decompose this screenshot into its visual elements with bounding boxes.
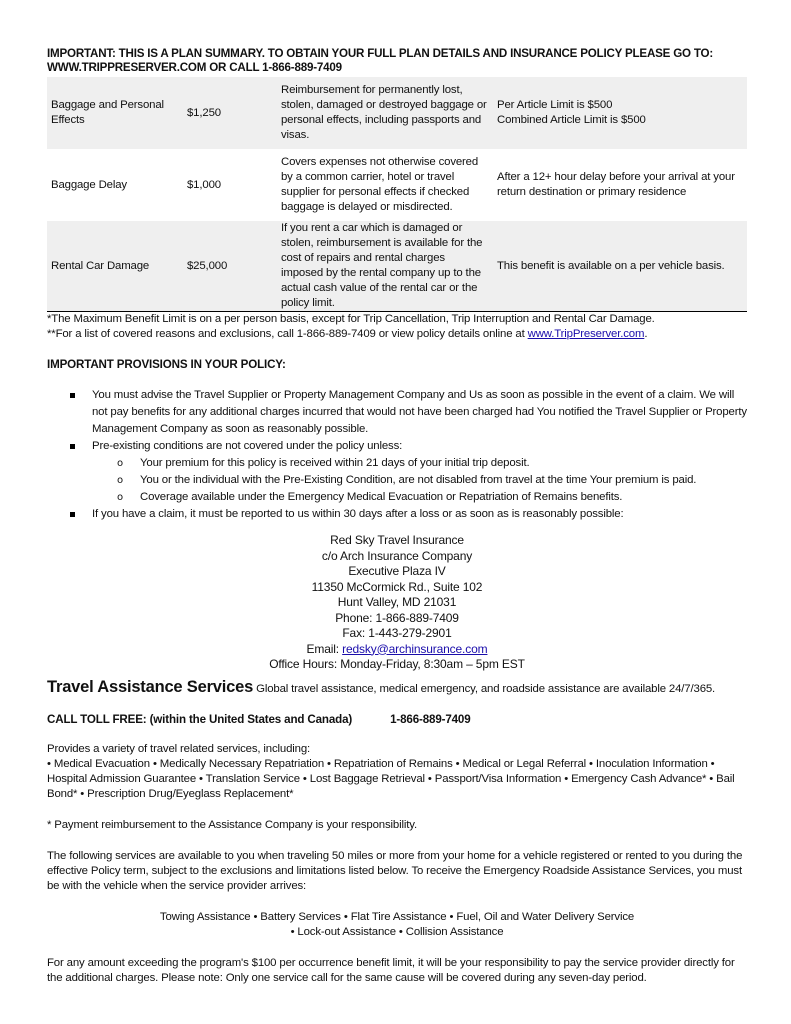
table-row [47,149,747,221]
benefit-name: Rental Car Damage [47,221,183,311]
benefit-name: Baggage and Personal Effects [47,77,183,149]
travel-assistance-heading [47,677,747,699]
provision-sublist [92,455,747,506]
list-item [47,455,747,472]
benefit-limits [493,77,747,149]
list-item [47,506,747,523]
claims-address [47,533,747,673]
covered-note-suffix: . [644,328,648,340]
circle-bullet-icon: o [117,475,123,486]
toll-free-number: 1-866-889-7409 [390,712,471,726]
toll-free-line [47,713,747,726]
services-list: • Medical Evacuation • Medically Necessary Repatriation • Repatriation of Remains • Medical or Legal Referral • Inoculation Information • Hospital Admission Guarantee • Translation Service • Lost Baggage Retrieval • Passport/Visa Information • Emergency Cash Advance* • Bail Bond* • Prescription Drug/Eyeglass Replacement* [47,757,735,800]
list-item [47,438,747,506]
address-company: Red Sky Travel Insurance [330,533,464,547]
header-line-2: WWW.TRIPPRESERVER.COM OR CALL 1-866-889-7409 [47,61,342,74]
document-page [47,47,747,986]
benefit-limits [493,149,747,221]
square-bullet-icon [70,444,75,449]
address-city: Hunt Valley, MD 21031 [337,595,457,609]
square-bullet-icon [70,393,75,398]
address-street: 11350 McCormick Rd., Suite 102 [311,579,483,594]
sub-provision-text: Your premium for this policy is received within 21 days of your initial trip deposit. [140,457,530,469]
roadside-intro: The following services are available to you when traveling 50 miles or more from your home for a vehicle registered or rented to you during the effective Policy term, subject to the exclusions and limitations listed below. To receive the Emergency Roadside Assistance Services, you must be with the vehicle when the service provider arrives: [47,849,743,892]
benefit-description: Reimbursement for permanently lost, stolen, damaged or destroyed baggage or personal effects, including passports and visas. [277,77,493,149]
roadside-services-line-1: Towing Assistance • Battery Services • Flat Tire Assistance • Fuel, Oil and Water Delivery Service [159,910,635,923]
benefit-limit-note: For any amount exceeding the program's $100 per occurrence benefit limit, it will be your responsibility to pay the service provider directly for the additional charges. Please note: Only one service call for the same cause will be covered during any seven-day period. [47,956,735,984]
benefit-limit-line: This benefit is available on a per vehicle basis. [497,259,725,272]
header-line-1: IMPORTANT: THIS IS A PLAN SUMMARY. TO OBTAIN YOUR FULL PLAN DETAILS AND INSURANCE POLICY PLEASE GO TO: [47,47,714,60]
max-benefit-note: *The Maximum Benefit Limit is on a per person basis, except for Trip Cancellation, Trip Interruption and Rental Car Damage. [47,313,655,325]
benefit-limit-line: Combined Article Limit is $500 [497,114,646,126]
list-item [47,472,747,489]
benefit-limits [493,221,747,311]
benefit-name: Baggage Delay [51,178,127,191]
provision-text: If you have a claim, it must be reported to us within 30 days after a loss or as soon as is reasonably possible: [92,508,624,520]
benefits-table [47,77,747,311]
services-paragraph [47,742,747,802]
list-item [47,387,747,438]
payment-note: * Payment reimbursement to the Assistance Company is your responsibility. [47,818,417,831]
benefit-limit-line: Per Article Limit is $500 [497,99,613,111]
address-hours: Office Hours: Monday-Friday, 8:30am – 5pm EST [269,657,525,671]
email-label: Email: [306,641,343,656]
list-item [47,489,747,506]
toll-free-label: CALL TOLL FREE: (within the United States and Canada) [47,712,353,726]
travel-assistance-title: Travel Assistance Services [47,677,254,696]
square-bullet-icon [70,512,75,517]
address-plaza: Executive Plaza IV [348,564,446,578]
plan-summary-header [47,47,747,75]
benefit-description: Covers expenses not otherwise covered by a common carrier, hotel or travel supplier for personal effects if checked baggage is delayed or misdirected. [281,156,479,213]
services-intro: Provides a variety of travel related services, including: [47,742,311,755]
address-co: c/o Arch Insurance Company [321,548,473,563]
trippreserver-link[interactable]: www.TripPreserver.com [527,328,645,340]
provisions-list [47,387,747,523]
sub-provision-text: Coverage available under the Emergency Medical Evacuation or Repatriation of Remains benefits. [140,491,623,503]
benefit-amount: $25,000 [183,221,277,311]
travel-assistance-subtitle: Global travel assistance, medical emergency, and roadside assistance are available 24/7/365. [253,682,716,695]
covered-reasons-note [47,327,747,342]
sub-provision-text: You or the individual with the Pre-Existing Condition, are not disabled from travel at the time Your premium is paid. [140,474,697,486]
benefit-limit-line: After a 12+ hour delay before your arrival at your return destination or primary residence [497,171,735,198]
roadside-services-line-2: • Lock-out Assistance • Collision Assistance [290,925,504,938]
provision-text: You must advise the Travel Supplier or Property Management Company and Us as soon as possible in the event of a claim. We will not pay benefits for any additional charges incurred that would not have been charged had You notified the Travel Supplier or Property Management Company as soon as reasonably possible. [92,389,747,435]
address-fax: Fax: 1-443-279-2901 [342,626,452,640]
roadside-services [47,910,747,940]
circle-bullet-icon: o [117,458,123,469]
benefit-amount: $1,000 [187,178,221,191]
benefit-description: If you rent a car which is damaged or stolen, reimbursement is available for the cost of repairs and rental charges imposed by the rental company up to the actual cash value of the rental car or the policy limit. [277,221,493,311]
address-phone: Phone: 1-866-889-7409 [335,610,459,625]
address-email-line [47,642,747,658]
covered-note-prefix: **For a list of covered reasons and exclusions, call 1-866-889-7409 or view policy details online at [47,328,528,340]
provisions-title: IMPORTANT PROVISIONS IN YOUR POLICY: [47,358,286,371]
table-row [47,221,747,311]
email-link[interactable]: redsky@archinsurance.com [342,641,488,656]
benefit-amount: $1,250 [183,77,277,149]
table-row [47,77,747,149]
circle-bullet-icon: o [117,492,123,503]
provision-text: Pre-existing conditions are not covered under the policy unless: [92,440,403,452]
